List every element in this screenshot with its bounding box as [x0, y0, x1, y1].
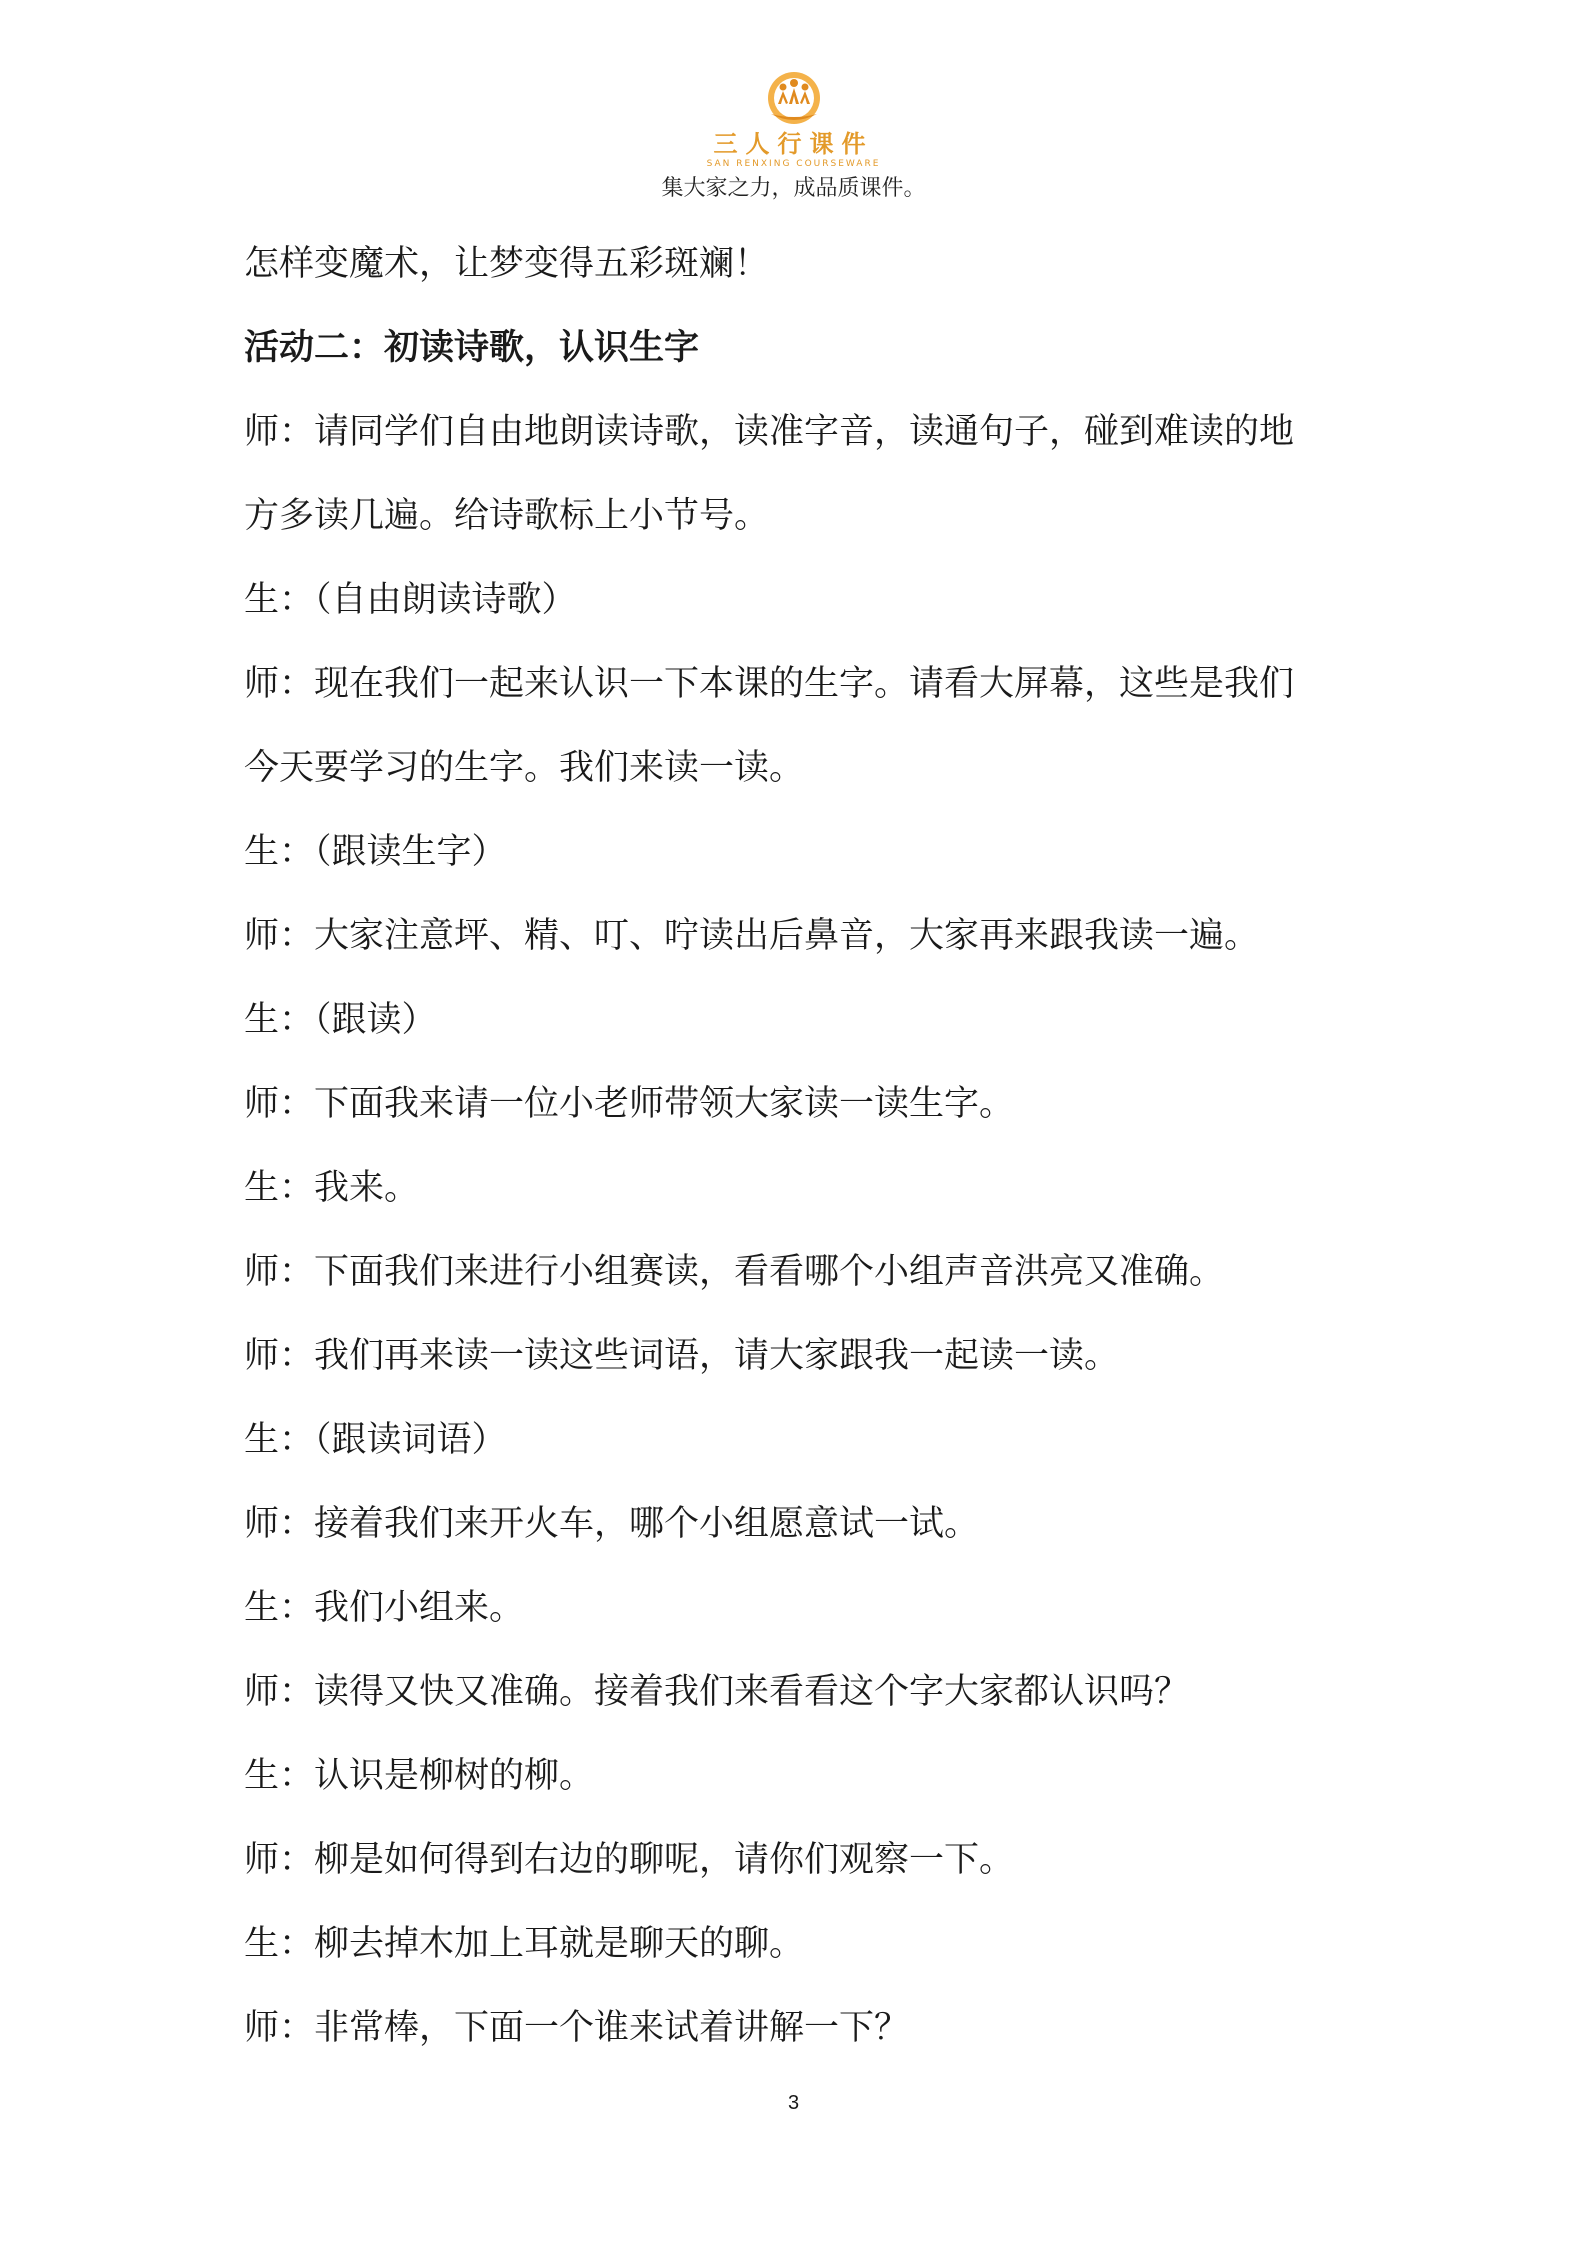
logo-subtext: SAN RENXING COURSEWARE — [706, 159, 881, 169]
text-line: 师：请同学们自由地朗读诗歌，读准字音，读通句子，碰到难读的地 — [244, 412, 1295, 452]
page-number: 3 — [787, 2092, 800, 2114]
logo-icon — [759, 70, 829, 126]
text-line: 生：我来。 — [244, 1168, 420, 1208]
text-line: 方多读几遍。给诗歌标上小节号。 — [244, 496, 770, 536]
text-line: 生：（跟读） — [244, 1000, 437, 1040]
document-body — [244, 222, 1354, 2070]
text-line: 师：大家注意坪、精、叮、咛读出后鼻音，大家再来跟我读一遍。 — [244, 916, 1260, 956]
text-line: 师：非常棒，下面一个谁来试着讲解一下？ — [244, 2008, 910, 2048]
text-line: 师：读得又快又准确。接着我们来看看这个字大家都认识吗？ — [244, 1672, 1190, 1712]
text-line: 师：下面我们来进行小组赛读，看看哪个小组声音洪亮又准确。 — [244, 1252, 1225, 1292]
text-line: 生：（跟读生字） — [244, 832, 507, 872]
text-line: 怎样变魔术，让梦变得五彩斑斓！ — [244, 244, 770, 284]
text-line: 今天要学习的生字。我们来读一读。 — [244, 748, 805, 788]
text-line: 师：柳是如何得到右边的聊呢，请你们观察一下。 — [244, 1840, 1015, 1880]
text-line: 生：认识是柳树的柳。 — [244, 1756, 595, 1796]
text-line: 师：接着我们来开火车，哪个小组愿意试一试。 — [244, 1504, 980, 1544]
text-line: 生：（跟读词语） — [244, 1420, 507, 1460]
text-line: 生：我们小组来。 — [244, 1588, 525, 1628]
logo-text: 三人行课件 — [713, 129, 874, 158]
page-header — [0, 70, 1587, 202]
text-line: 生：柳去掉木加上耳就是聊天的聊。 — [244, 1924, 805, 1964]
text-line: 师：我们再来读一读这些词语，请大家跟我一起读一读。 — [244, 1336, 1120, 1376]
section-heading: 活动二：初读诗歌，认识生字 — [244, 327, 700, 368]
text-line: 师：下面我来请一位小老师带领大家读一读生字。 — [244, 1084, 1015, 1124]
text-line: 生：（自由朗读诗歌） — [244, 580, 577, 620]
text-line: 师：现在我们一起来认识一下本课的生字。请看大屏幕，这些是我们 — [244, 664, 1295, 704]
header-tagline: 集大家之力，成品质课件。 — [661, 176, 926, 201]
